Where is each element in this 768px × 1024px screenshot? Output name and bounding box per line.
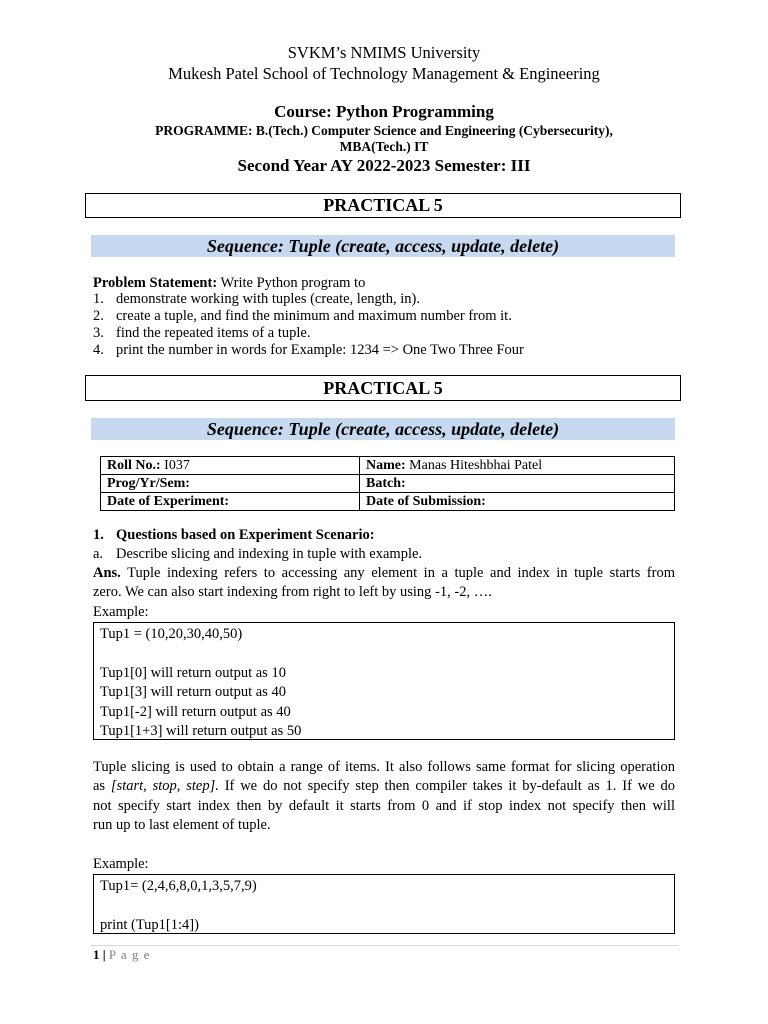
- date-of-experiment-label: Date of Experiment:: [101, 493, 360, 511]
- prog-label: Prog/Yr/Sem:: [101, 475, 360, 493]
- answer-line-2: zero. We can also start indexing from right to left by using -1, -2, ….: [93, 584, 492, 601]
- question-a-label: a.: [93, 546, 104, 562]
- sequence-band: [91, 235, 675, 257]
- sequence-title: Sequence: Tuple (create, access, update, delete): [206, 419, 560, 439]
- question-a: [93, 546, 422, 563]
- student-info-table: [100, 456, 675, 511]
- problem-item: [93, 291, 420, 308]
- roll-cell: [101, 457, 360, 475]
- practical-title-box: [85, 375, 681, 401]
- code-line-blank: [100, 896, 668, 915]
- page-footer: [93, 947, 150, 963]
- example-label-2: Example:: [93, 856, 149, 872]
- code-line: Tup1[1+3] will return output as 50: [100, 723, 302, 740]
- code-line: Tup1[3] will return output as 40: [100, 684, 286, 701]
- footer-rule: [91, 945, 678, 946]
- code-line: Tup1= (2,4,6,8,0,1,3,5,7,9): [100, 878, 257, 894]
- question-a-text: Describe slicing and indexing in tuple with example.: [116, 546, 423, 562]
- table-row: [101, 493, 675, 511]
- practical-title: PRACTICAL 5: [323, 195, 443, 215]
- course-title: Course: Python Programming: [274, 102, 494, 121]
- code-line: Tup1[-2] will return output as 40: [100, 703, 291, 720]
- code-line-blank: [100, 644, 668, 663]
- indexing-example-box: [93, 622, 675, 740]
- programme-line-1: PROGRAMME: B.(Tech.) Computer Science and Engineering (Cybersecurity),: [155, 123, 613, 138]
- slicing-example-box: [93, 874, 675, 934]
- code-line: Tup1 = (10,20,30,40,50): [100, 626, 243, 642]
- practical-title: PRACTICAL 5: [323, 378, 443, 398]
- slicing-line-3: not specify start index then by default it starts from 0 and if stop index not specify then will: [93, 797, 675, 814]
- practical-title-box: [85, 193, 681, 218]
- code-line: Tup1[0] will return output as 10: [100, 664, 286, 681]
- answer-paragraph: [93, 564, 675, 622]
- page-separator: |: [102, 947, 106, 962]
- problem-item-text: print the number in words for Example: 1234 => One Two Three Four: [116, 342, 524, 358]
- table-row: [101, 475, 675, 493]
- batch-label: Batch:: [360, 475, 675, 493]
- problem-item: [93, 342, 524, 359]
- problem-item-text: create a tuple, and find the minimum and maximum number from it.: [116, 308, 512, 324]
- slicing-line-2-pre: as: [93, 778, 111, 795]
- school-name: Mukesh Patel School of Technology Management & Engineering: [168, 64, 600, 83]
- problem-item-number: 2.: [93, 308, 104, 324]
- sequence-band: [91, 418, 675, 440]
- slicing-syntax: [start, stop, step].: [110, 778, 219, 795]
- programme-line-2: MBA(Tech.) IT: [339, 139, 429, 154]
- problem-item-number: 4.: [93, 342, 104, 358]
- page-word: P a g e: [108, 947, 151, 962]
- slicing-line-2: [93, 777, 675, 796]
- questions-heading-number: 1.: [93, 527, 104, 543]
- answer-text-1: Tuple indexing refers to accessing any element in a tuple and index in tuple starts from: [127, 565, 675, 581]
- problem-statement: [93, 275, 365, 292]
- year-semester: Second Year AY 2022-2023 Semester: III: [237, 156, 531, 175]
- problem-item-text: find the repeated items of a tuple.: [116, 325, 311, 341]
- problem-item: [93, 308, 512, 325]
- code-line: print (Tup1[1:4]): [100, 916, 199, 933]
- date-of-submission-label: Date of Submission:: [360, 493, 675, 511]
- slicing-line-4: run up to last element of tuple.: [93, 817, 271, 834]
- roll-value: I037: [164, 457, 190, 473]
- slicing-line-2-post: If we do not specify step then compiler takes it by-default as 1. If we do: [218, 778, 675, 795]
- slicing-line-1: Tuple slicing is used to obtain a range of items. It also follows same format for slicing operation: [93, 759, 675, 775]
- answer-label: Ans.: [93, 565, 121, 581]
- problem-label: Problem Statement:: [93, 275, 218, 291]
- problem-item: [93, 325, 310, 342]
- problem-item-number: 3.: [93, 325, 104, 341]
- problem-item-number: 1.: [93, 291, 104, 307]
- questions-heading: [93, 527, 375, 544]
- university-name: SVKM’s NMIMS University: [287, 43, 481, 62]
- name-label: Name:: [366, 457, 406, 473]
- slicing-paragraph: [93, 758, 675, 836]
- answer-line-1: [93, 564, 675, 583]
- page-number: 1: [93, 947, 100, 962]
- roll-label: Roll No.:: [107, 457, 161, 473]
- questions-heading-text: Questions based on Experiment Scenario:: [116, 527, 375, 543]
- example-label: Example:: [93, 603, 149, 620]
- name-value: Manas Hiteshbhai Patel: [409, 457, 543, 473]
- name-cell: [360, 457, 675, 475]
- table-row: [101, 457, 675, 475]
- problem-item-text: demonstrate working with tuples (create, length, in).: [116, 291, 421, 307]
- problem-intro: Write Python program to: [220, 275, 366, 291]
- sequence-title: Sequence: Tuple (create, access, update, delete): [206, 236, 560, 256]
